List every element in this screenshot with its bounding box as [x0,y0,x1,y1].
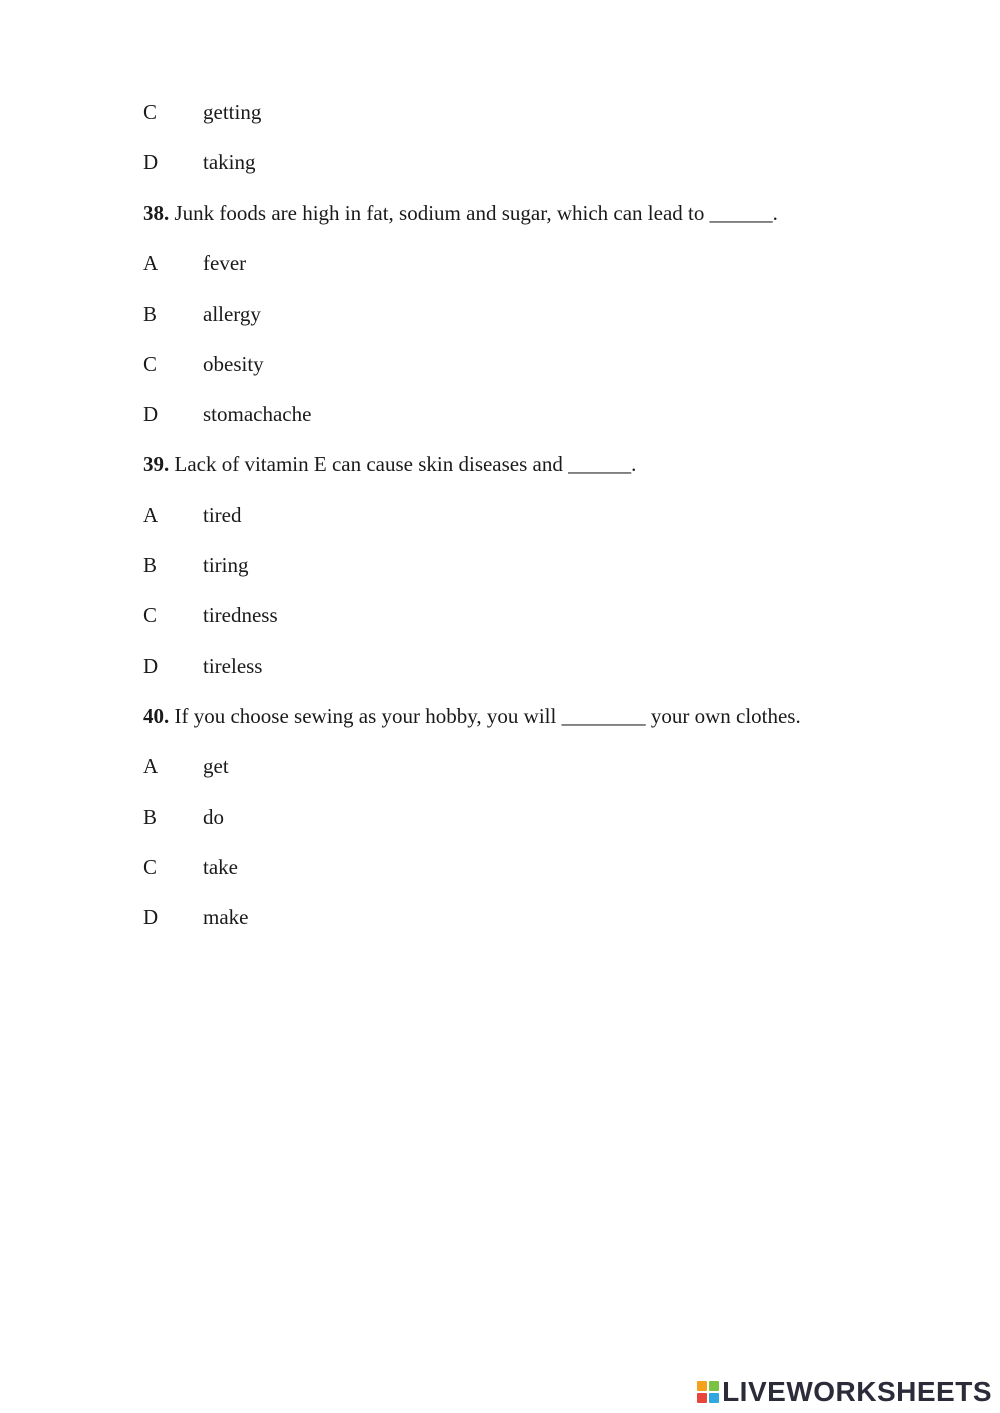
logo-square [709,1381,719,1391]
liveworksheets-logo[interactable] [697,1377,992,1407]
option-row[interactable] [143,651,262,681]
question-number: 38. [143,201,170,225]
logo-square [697,1381,707,1391]
option-row[interactable] [143,248,246,278]
option-letter: A [143,251,159,275]
option-row[interactable] [143,147,256,177]
option-text: take [203,855,238,879]
option-row[interactable] [143,852,238,882]
option-letter: B [143,805,158,829]
option-text: do [203,805,224,829]
question-number: 39. [143,452,170,476]
option-row[interactable] [143,399,311,429]
option-text: stomachache [203,402,312,426]
option-text: tired [203,503,242,527]
logo-squares-icon [697,1381,719,1403]
option-row[interactable] [143,299,261,329]
question-38 [143,198,778,228]
question-number: 40. [143,704,170,728]
option-text: tireless [203,654,263,678]
option-letter: D [143,654,159,678]
option-text: get [203,754,229,778]
option-letter: A [143,503,159,527]
logo-square [697,1393,707,1403]
option-letter: C [143,100,158,124]
option-letter: C [143,855,158,879]
option-letter: D [143,150,159,174]
option-letter: C [143,352,158,376]
option-row[interactable] [143,902,248,932]
option-row[interactable] [143,600,278,630]
option-row[interactable] [143,500,241,530]
option-text: allergy [203,302,261,326]
option-row[interactable] [143,349,264,379]
option-letter: D [143,402,159,426]
option-text: taking [203,150,256,174]
question-39 [143,449,636,479]
option-text: getting [203,100,262,124]
option-row[interactable] [143,751,229,781]
option-letter: C [143,603,158,627]
brand-name: LIVEWORKSHEETS [722,1376,992,1407]
option-letter: A [143,754,159,778]
option-letter: D [143,905,159,929]
question-text: Junk foods are high in fat, sodium and sugar, which can lead to ______. [169,201,778,225]
option-letter: B [143,553,158,577]
option-text: obesity [203,352,264,376]
option-text: tiredness [203,603,278,627]
option-row[interactable] [143,802,224,832]
question-40 [143,701,801,731]
option-text: fever [203,251,247,275]
option-text: make [203,905,249,929]
option-row[interactable] [143,97,261,127]
logo-square [709,1393,719,1403]
question-text: If you choose sewing as your hobby, you will ________ your own clothes. [169,704,801,728]
option-letter: B [143,302,158,326]
option-row[interactable] [143,550,249,580]
question-text: Lack of vitamin E can cause skin diseases and ______. [169,452,637,476]
option-text: tiring [203,553,249,577]
